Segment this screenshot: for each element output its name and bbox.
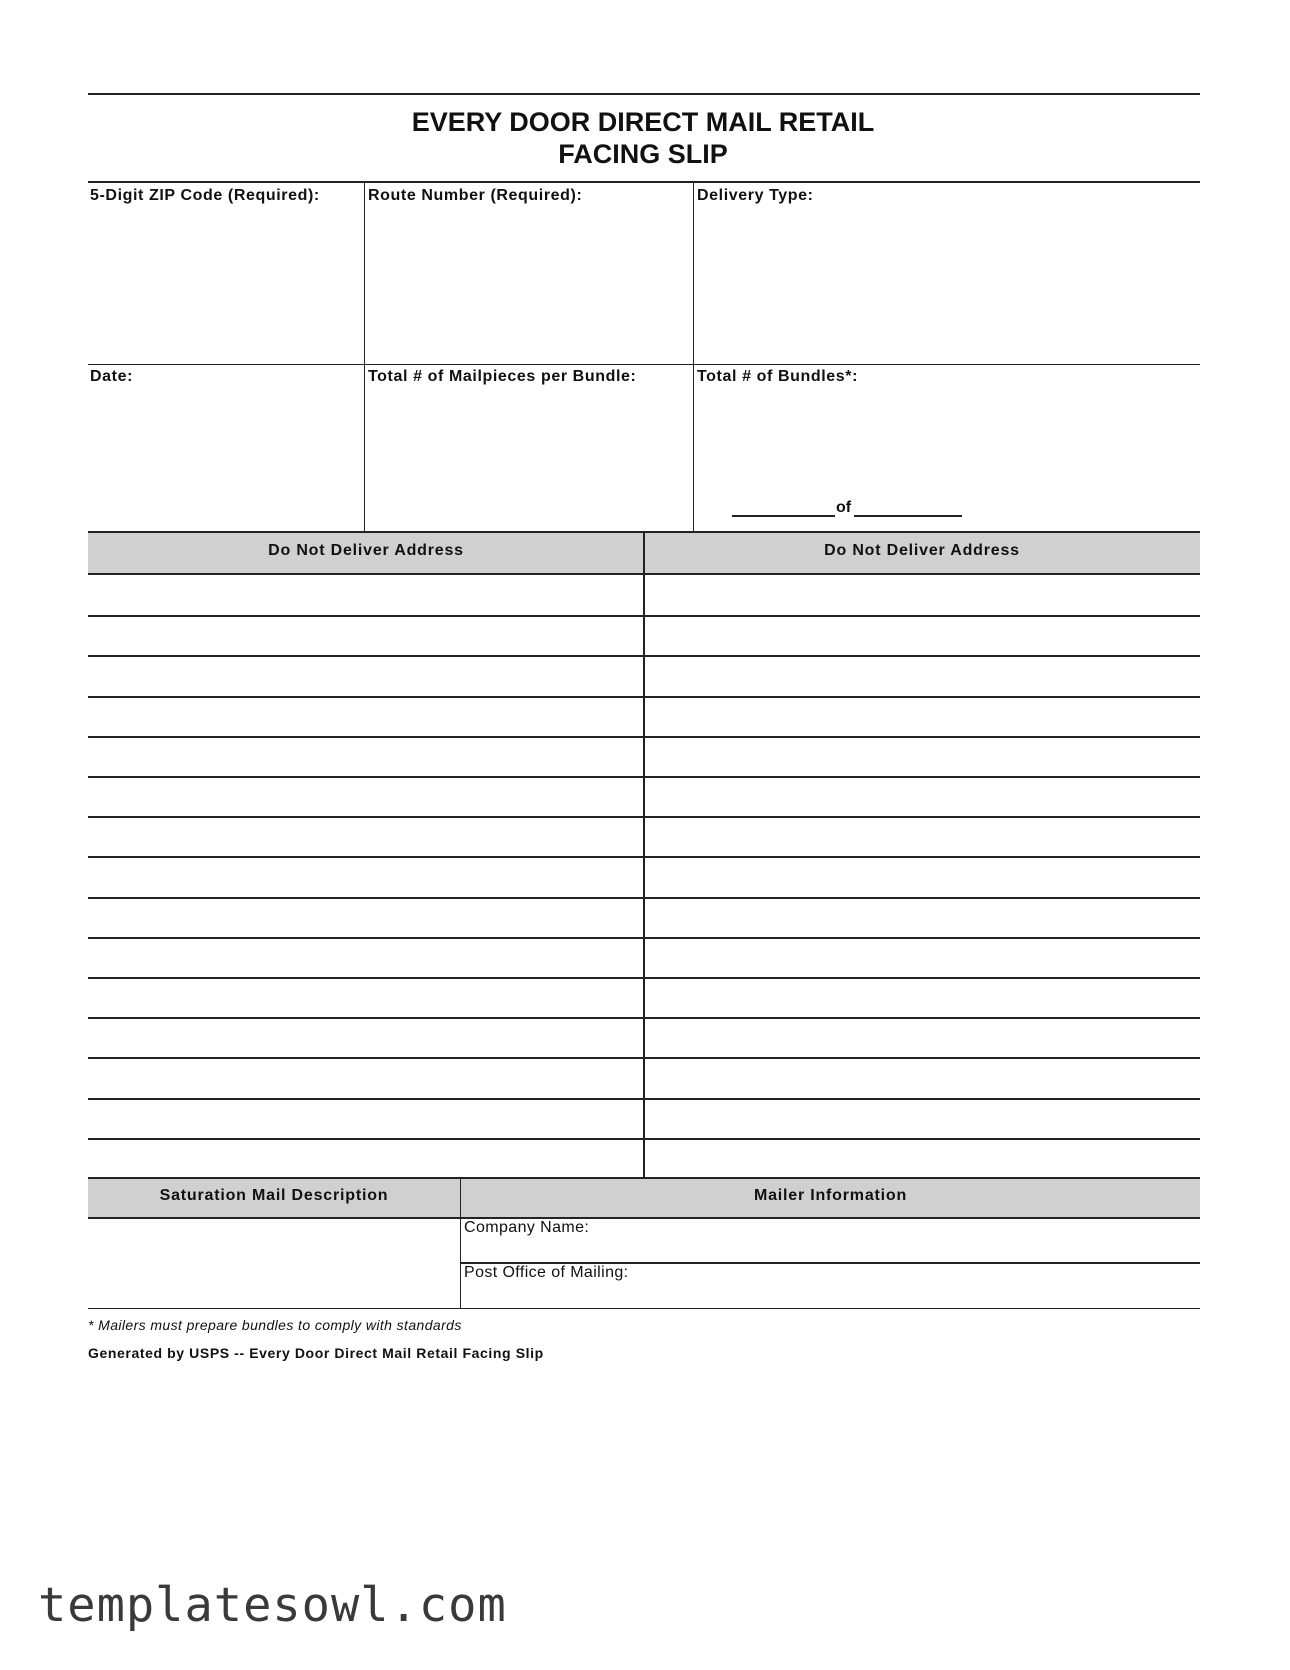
total-bundles-field[interactable]	[694, 365, 1200, 531]
date-field[interactable]	[88, 365, 364, 531]
total-bundles-label: Total # of Bundles*:	[697, 368, 859, 385]
address-cell-left[interactable]	[88, 655, 643, 696]
route-number-field[interactable]	[365, 183, 693, 364]
delivery-type-label: Delivery Type:	[697, 187, 814, 204]
bottom-header-top	[88, 1177, 1200, 1179]
address-cell-left[interactable]	[88, 816, 643, 856]
form-title-line1: EVERY DOOR DIRECT MAIL RETAIL	[411, 107, 875, 137]
generated-by: Generated by USPS -- Every Door Direct Mail Retail Facing Slip	[88, 1345, 544, 1361]
bundle-of-label: of	[836, 499, 852, 516]
company-name-label: Company Name:	[464, 1219, 590, 1236]
address-cell-right[interactable]	[645, 897, 1200, 937]
address-cell-left[interactable]	[88, 575, 643, 615]
footnote: * Mailers must prepare bundles to comply with standards	[88, 1317, 462, 1333]
address-cell-left[interactable]	[88, 977, 643, 1017]
address-cell-left[interactable]	[88, 937, 643, 977]
address-header-right: Do Not Deliver Address	[824, 542, 1020, 559]
address-cell-right[interactable]	[645, 575, 1200, 615]
route-number-label: Route Number (Required):	[368, 187, 583, 204]
address-cell-left[interactable]	[88, 615, 643, 655]
date-label: Date:	[90, 368, 134, 385]
form-title-line2: FACING SLIP	[558, 139, 728, 169]
saturation-header: Saturation Mail Description	[159, 1187, 389, 1204]
bundle-number-blank[interactable]	[732, 515, 835, 517]
mailer-header: Mailer Information	[753, 1187, 908, 1204]
post-office-field[interactable]	[461, 1264, 1200, 1308]
address-cell-right[interactable]	[645, 696, 1200, 736]
address-cell-right[interactable]	[645, 1057, 1200, 1098]
address-cell-left[interactable]	[88, 1057, 643, 1098]
address-cell-right[interactable]	[645, 776, 1200, 816]
address-cell-right[interactable]	[645, 1017, 1200, 1057]
address-cell-left[interactable]	[88, 736, 643, 776]
watermark: templatesowl.com	[38, 1578, 507, 1633]
address-cell-right[interactable]	[645, 1138, 1200, 1178]
address-cell-left[interactable]	[88, 1138, 643, 1178]
address-cell-right[interactable]	[645, 736, 1200, 776]
address-cell-left[interactable]	[88, 1017, 643, 1057]
address-cell-left[interactable]	[88, 776, 643, 816]
zip-code-label: 5-Digit ZIP Code (Required):	[90, 187, 320, 204]
bundle-total-blank[interactable]	[854, 515, 962, 517]
address-cell-right[interactable]	[645, 937, 1200, 977]
zip-code-field[interactable]	[88, 183, 364, 364]
address-cell-right[interactable]	[645, 655, 1200, 696]
address-cell-left[interactable]	[88, 1098, 643, 1138]
address-cell-right[interactable]	[645, 856, 1200, 897]
address-cell-left[interactable]	[88, 897, 643, 937]
delivery-type-field[interactable]	[694, 183, 1200, 364]
address-cell-right[interactable]	[645, 1098, 1200, 1138]
mailpieces-per-bundle-label: Total # of Mailpieces per Bundle:	[368, 368, 637, 385]
post-office-label: Post Office of Mailing:	[464, 1264, 629, 1281]
address-cell-left[interactable]	[88, 856, 643, 897]
address-cell-left[interactable]	[88, 696, 643, 736]
bottom-section-end	[88, 1308, 1200, 1309]
top-rule	[88, 93, 1200, 95]
address-cell-right[interactable]	[645, 977, 1200, 1017]
mailpieces-per-bundle-field[interactable]	[365, 365, 693, 531]
saturation-description-field[interactable]	[88, 1219, 460, 1308]
address-cell-right[interactable]	[645, 816, 1200, 856]
address-cell-right[interactable]	[645, 615, 1200, 655]
address-header-left: Do Not Deliver Address	[268, 542, 464, 559]
company-name-field[interactable]	[461, 1219, 1200, 1262]
